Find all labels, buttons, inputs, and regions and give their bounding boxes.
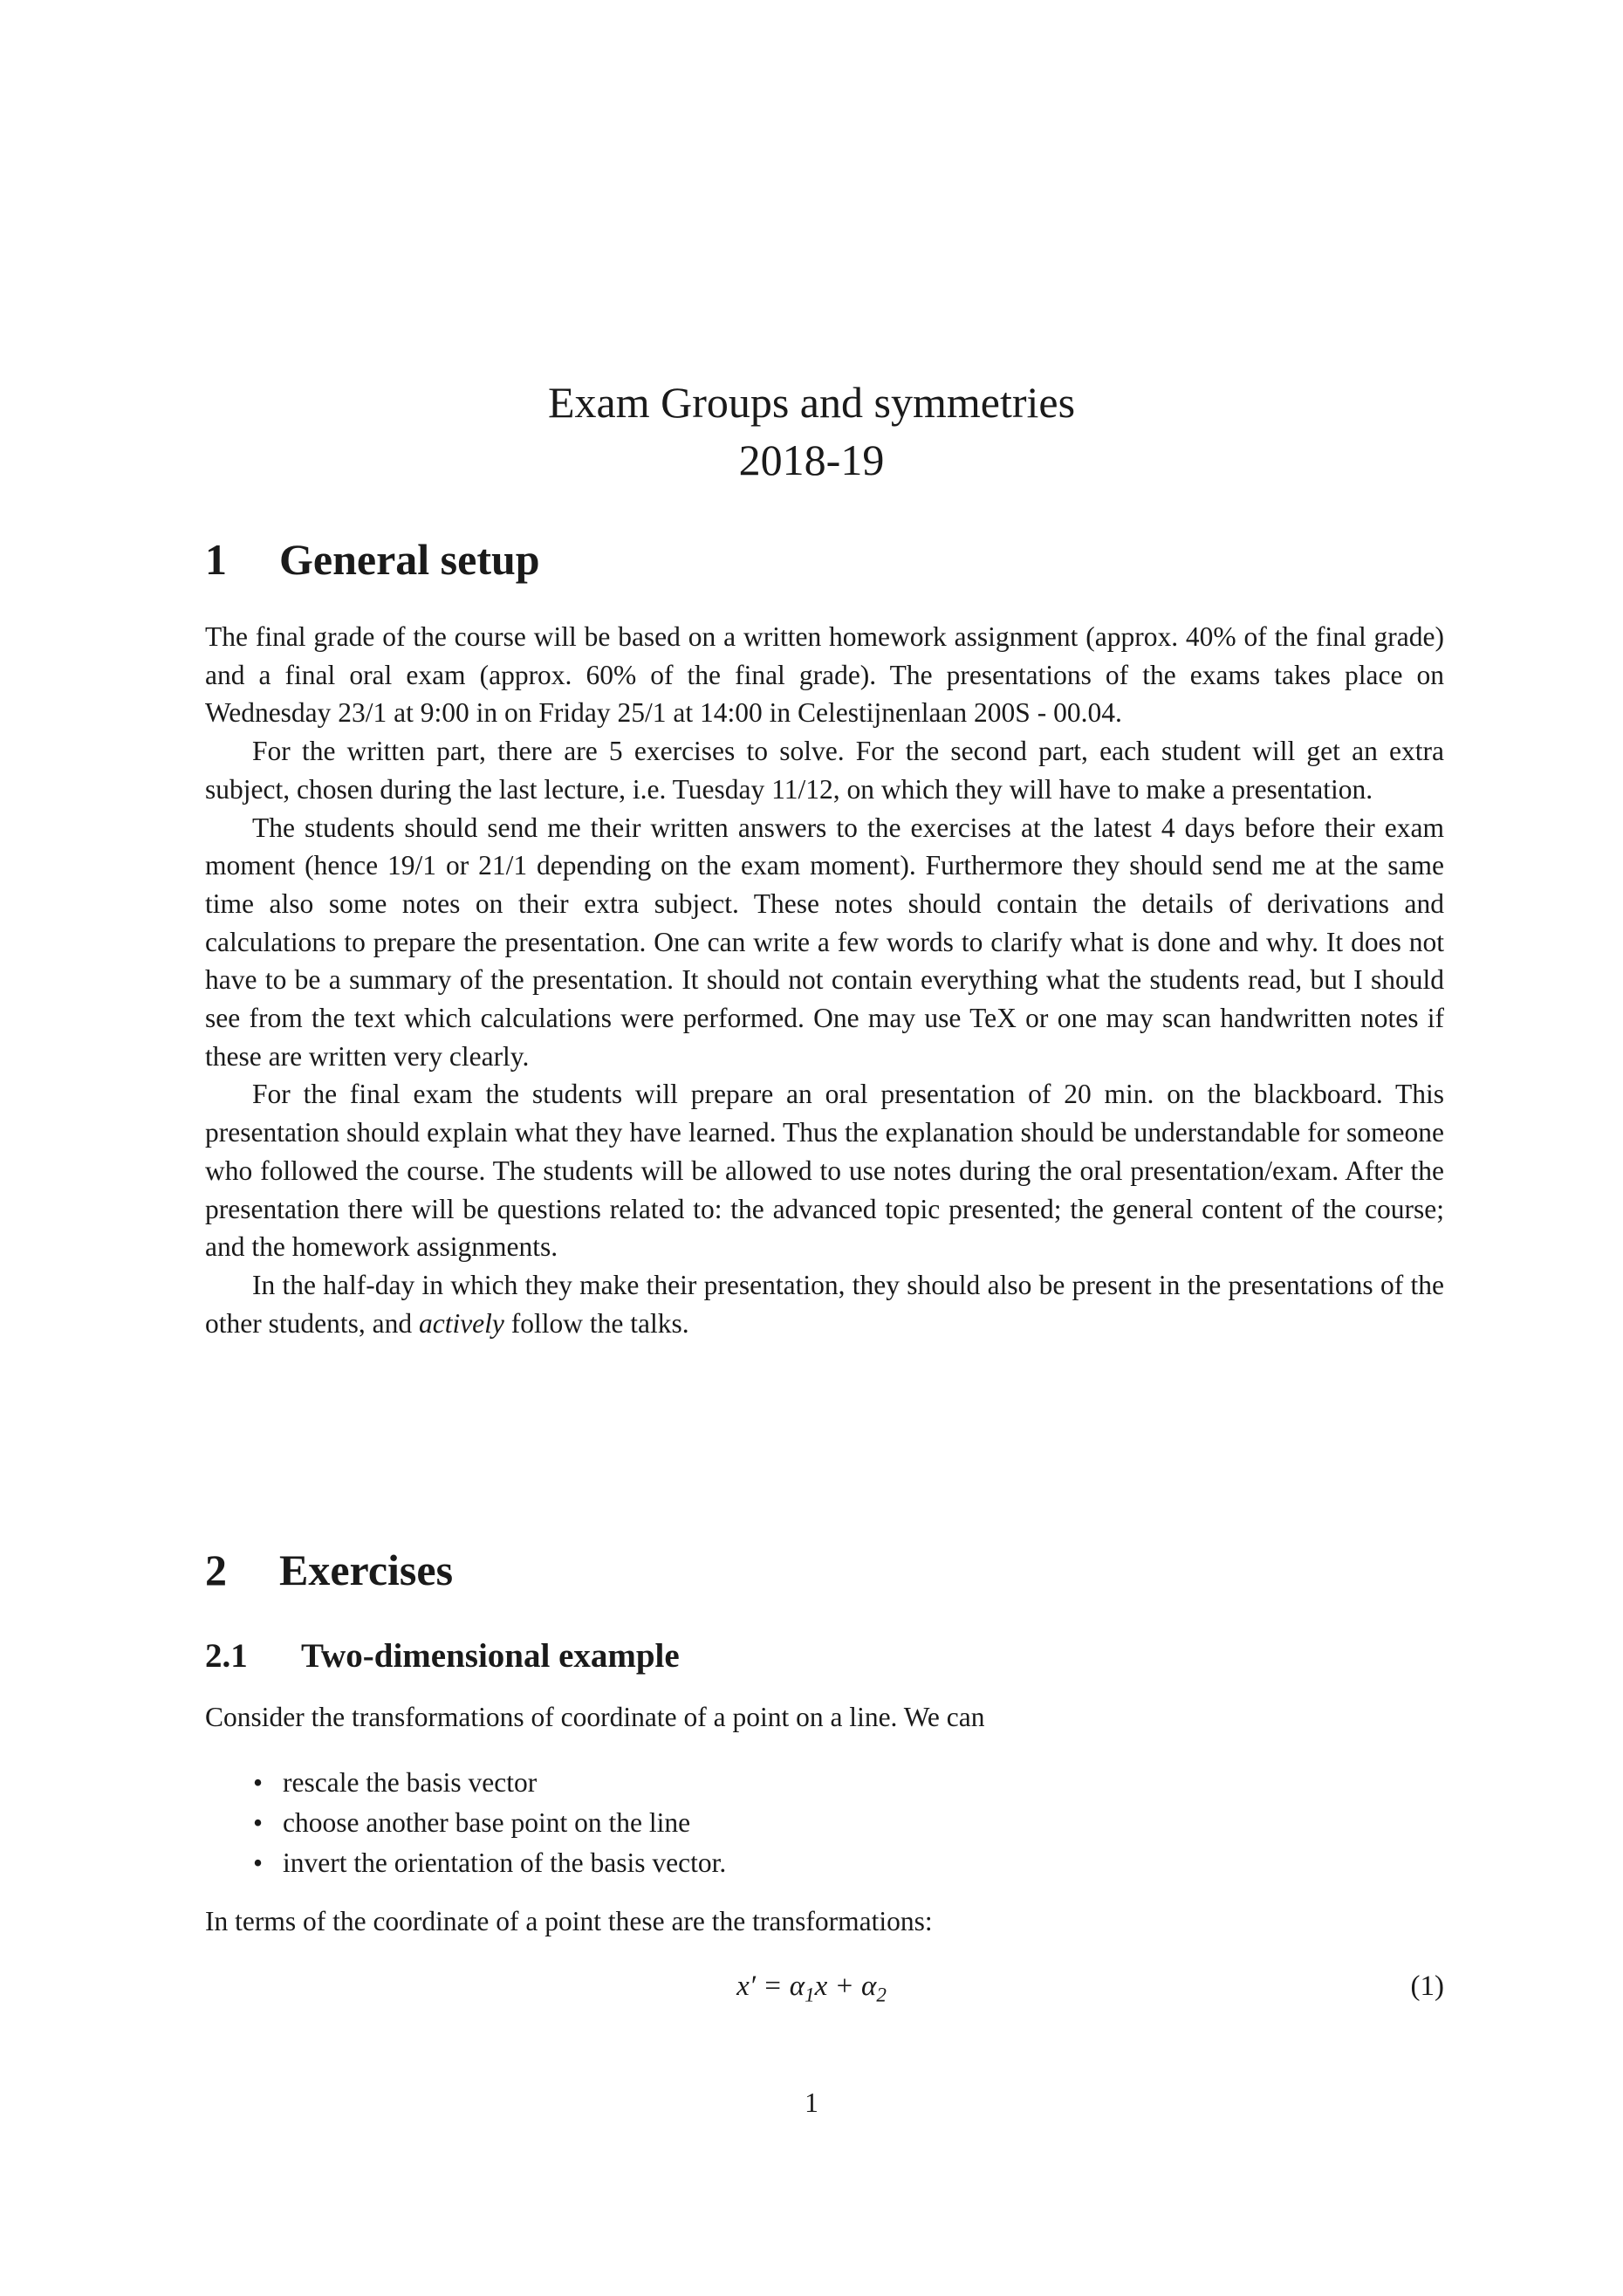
paragraph: In terms of the coordinate of a point these are the transformations: [205, 1906, 933, 1936]
equation-lhs: x′ = α [736, 1970, 805, 2002]
bullet-icon: • [253, 1767, 264, 1798]
paragraph: For the final exam the students will prepare an oral presentation of 20 min. on the blackboard. This presentation should explain what they have learned. Thus the explanation should be understandable for someone who followed the course. The students will be allowed to use notes during the oral presentation/exam. After the presentation there will be questions related to: the advanced topic presented; the general content of the course; and the homework assignments. [205, 1079, 1444, 1263]
title-line: Exam Groups and symmetries [547, 378, 1076, 427]
document-title [0, 374, 1623, 489]
section-title: Exercises [279, 1546, 454, 1594]
paragraph: Consider the transformations of coordinate of a point on a line. We can [205, 1702, 985, 1732]
subsection-number: 2.1 [205, 1637, 248, 1675]
list-item [253, 1803, 726, 1843]
emphasis-text: actively [418, 1307, 504, 1339]
equation-1 [0, 1970, 1623, 2007]
section-heading-general-setup [205, 534, 540, 585]
equation-rhs: x + α [814, 1970, 877, 2002]
paragraph: The students should send me their written answers to the exercises at the latest 4 days before their exam moment (hence 19/1 or 21/1 depending on the exam moment). Furthermore they should send me at the same time also some notes on their extra subject. These notes should contain the details of derivations and calculations to prepare the presentation. One can write a few words to clarify what is done and why. It does not have to be a summary of the presentation. It should not contain everything what the students read, but I should see from the text which calculations were performed. One may use TeX or one may scan handwritten notes if these are written very clearly. [205, 812, 1444, 1072]
bullet-icon: • [253, 1847, 264, 1878]
bullet-icon: • [253, 1807, 264, 1838]
page-number: 1 [805, 2087, 818, 2118]
list-item [253, 1763, 726, 1803]
section-number: 1 [205, 535, 227, 584]
section-body-general-setup [205, 618, 1444, 1342]
subsection-intro [205, 1698, 1444, 1737]
equation-number: (1) [1410, 1970, 1444, 2002]
list-item-text: choose another base point on the line [283, 1807, 691, 1838]
section-number: 2 [205, 1546, 227, 1594]
section-title: General setup [279, 535, 540, 584]
paragraph-text: In the half-day in which they make their presentation, they should also be present in the presentations of the other students, and [205, 1269, 1444, 1339]
list-item-text: rescale the basis vector [283, 1767, 538, 1798]
paragraph-text: follow the talks. [503, 1307, 689, 1339]
title-year: 2018-19 [738, 435, 885, 484]
subsection-heading-two-dimensional [205, 1636, 680, 1676]
subsection-outro [205, 1902, 1444, 1941]
paragraph [205, 1266, 1444, 1342]
subsection-title: Two-dimensional example [301, 1637, 680, 1675]
paragraph: For the written part, there are 5 exercises to solve. For the second part, each student will get an extra subject, chosen during the last lecture, i.e. Tuesday 11/12, on which they will have to make a presentation. [205, 736, 1444, 805]
list-item-text: invert the orientation of the basis vector. [283, 1847, 727, 1878]
paragraph: The final grade of the course will be based on a written homework assignment (approx. 40% of the final grade) and a final oral exam (approx. 60% of the final grade). The presentations of the exams takes place on Wednesday 23/1 at 9:00 in on Friday 25/1 at 14:00 in Celestijnenlaan 200S - 00.04. [205, 621, 1444, 729]
bullet-list [253, 1763, 726, 1883]
list-item [253, 1843, 726, 1883]
subscript: 2 [876, 1983, 887, 2006]
subscript: 1 [805, 1983, 815, 2006]
section-heading-exercises [205, 1545, 453, 1595]
